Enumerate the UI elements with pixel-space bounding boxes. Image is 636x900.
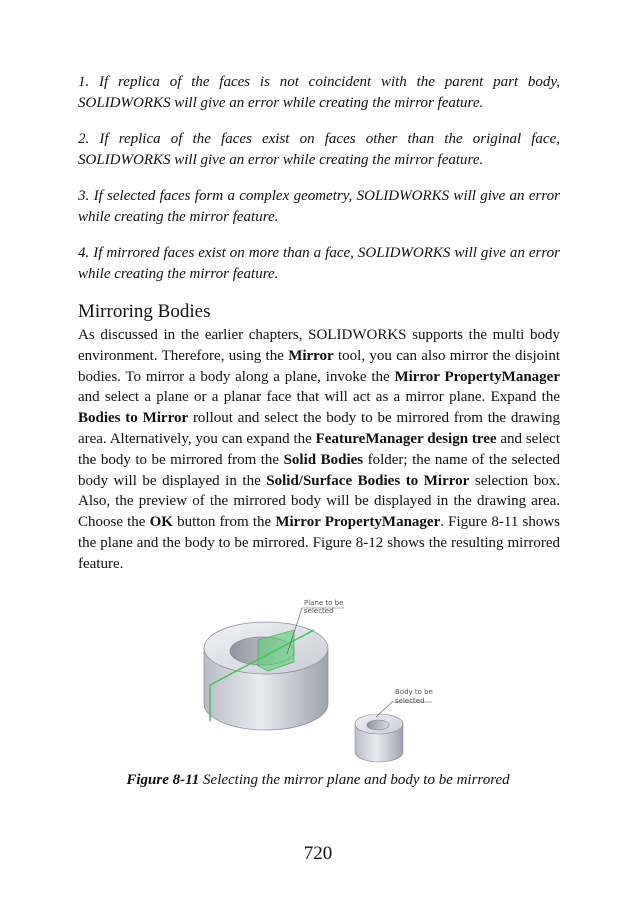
bold-term: Mirror: [288, 347, 334, 364]
page-number: 720: [303, 843, 333, 864]
note-2: 2. If replica of the faces exist on faces other than the original face, SOLIDWORKS will give an error while creating the mirror feature.: [78, 131, 560, 168]
section-title: Mirroring Bodies: [78, 301, 211, 322]
page-content: [78, 72, 560, 575]
callout-plane-label-line2: selected: [304, 607, 334, 615]
paragraph-text: rollout and select the body to be mirrored from the drawing area. Alternatively, you can expand the: [78, 410, 560, 447]
callout-plane-label-line1: Plane to be: [304, 599, 344, 607]
note-4: 4. If mirrored faces exist on more than a face, SOLIDWORKS will give an error while creating the mirror feature.: [78, 245, 560, 282]
bold-term: FeatureManager design tree: [315, 430, 497, 447]
bold-term: Bodies to Mirror: [78, 410, 189, 427]
figure-8-11: [196, 596, 446, 768]
bold-term: Mirror PropertyManager: [394, 368, 560, 385]
paragraph-text: . Figure 8-11 shows the plane and the body to be mirrored. Figure 8-12 shows the resulting mirrored feature.: [78, 514, 561, 572]
figure-caption-text: Selecting the mirror plane and body to be mirrored: [199, 772, 510, 788]
paragraph-text: tool, you can also mirror the disjoint bodies. To mirror a body along a plane, invoke the: [78, 347, 561, 385]
bold-term: OK: [149, 514, 173, 531]
note-1: 1. If replica of the faces is not coincident with the parent part body, SOLIDWORKS will give an error while creating the mirror feature.: [78, 74, 560, 111]
note-3: 3. If selected faces form a complex geometry, SOLIDWORKS will give an error while creating the mirror feature.: [78, 188, 560, 225]
figure-caption: [0, 772, 636, 789]
paragraph-text: and select the body to be mirrored from the: [78, 430, 560, 468]
callout-body-label-line1: Body to be: [395, 688, 433, 696]
figure-illustration: [196, 596, 446, 768]
paragraph-text: and select a plane or a planar face that will act as a mirror plane. Expand the: [78, 389, 560, 406]
large-ring-body: [204, 622, 328, 730]
paragraph-text: As discussed in the earlier chapters, SOLIDWORKS supports the multi body environment. Therefore, using the: [78, 327, 560, 364]
bold-term: Solid/Surface Bodies to Mirror: [266, 472, 470, 489]
section-paragraph: [78, 325, 560, 575]
callout-body-label-line2: selected: [395, 697, 425, 705]
callout-body: [376, 688, 433, 717]
paragraph-text: selection box. Also, the preview of the mirrored body will be displayed in the drawing area. Choose the: [78, 472, 560, 531]
figure-caption-label: Figure 8-11: [126, 772, 200, 788]
paragraph-text: button from the: [172, 514, 276, 531]
bold-term: Mirror PropertyManager: [275, 514, 441, 531]
bold-term: Solid Bodies: [283, 451, 364, 468]
small-ring-body: [355, 714, 403, 762]
paragraph-text: folder; the name of the selected body will be displayed in the: [78, 451, 560, 489]
